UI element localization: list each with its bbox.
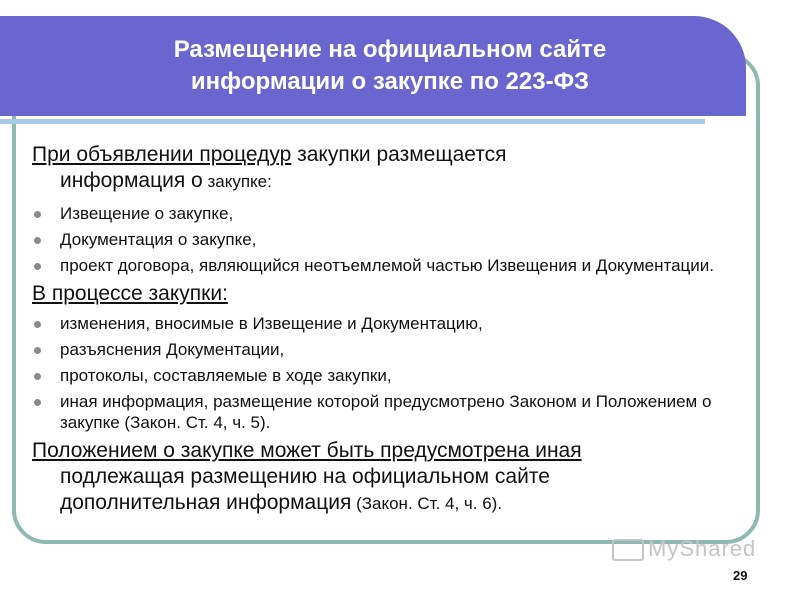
section1-list [32, 203, 772, 276]
section1-heading-rest: закупки размещается [291, 143, 507, 166]
list-item: разъяснения Документации, [32, 339, 772, 360]
list-item: иная информация, размещение которой предусмотрено Законом и Положением о закупке (Закон. Ст. 4, ч. 5). [32, 391, 760, 433]
section2-list [32, 313, 772, 433]
section1-heading-large: информация о [60, 169, 203, 192]
section3-heading-rest: иная [529, 439, 582, 462]
section3-line3 [32, 490, 772, 517]
section1-heading [32, 142, 772, 168]
section2-heading: В процессе закупки: [32, 282, 228, 305]
section-process [32, 281, 772, 433]
watermark-logo [612, 536, 756, 562]
section3-heading [32, 438, 772, 464]
section1-heading-line2 [32, 168, 772, 195]
list-item: Извещение о закупке, [32, 203, 772, 224]
slide-title [140, 34, 640, 98]
section1-heading-small: закупке: [202, 172, 272, 191]
title-line-2: информации о закупке по 223-ФЗ [190, 68, 590, 95]
watermark-text: MyShared [648, 536, 757, 561]
section-announcement [32, 142, 772, 276]
section3-line3-small: (Закон. Ст. 4, ч. 6). [351, 494, 503, 513]
section3-line2: подлежащая размещению на официальном сайте [60, 465, 550, 488]
section3-heading-underlined: Положением о закупке может быть предусмотрена [32, 439, 530, 462]
header-divider [0, 119, 705, 124]
list-item: Документация о закупке, [32, 229, 772, 250]
page-number: 29 [733, 568, 748, 583]
list-item: изменения, вносимые в Извещение и Документацию, [32, 313, 772, 334]
section-additional [32, 438, 772, 517]
list-item: протоколы, составляемые в ходе закупки, [32, 365, 772, 386]
slide-header [0, 16, 746, 116]
section1-heading-underlined: При объявлении процедур [32, 143, 292, 166]
slide-content [32, 142, 772, 517]
section3-line3-large: дополнительная информация [60, 491, 352, 514]
presentation-icon [612, 539, 644, 561]
title-line-1: Размещение на официальном сайте [173, 36, 607, 63]
list-item: проект договора, являющийся неотъемлемой частью Извещения и Документации. [32, 255, 760, 276]
